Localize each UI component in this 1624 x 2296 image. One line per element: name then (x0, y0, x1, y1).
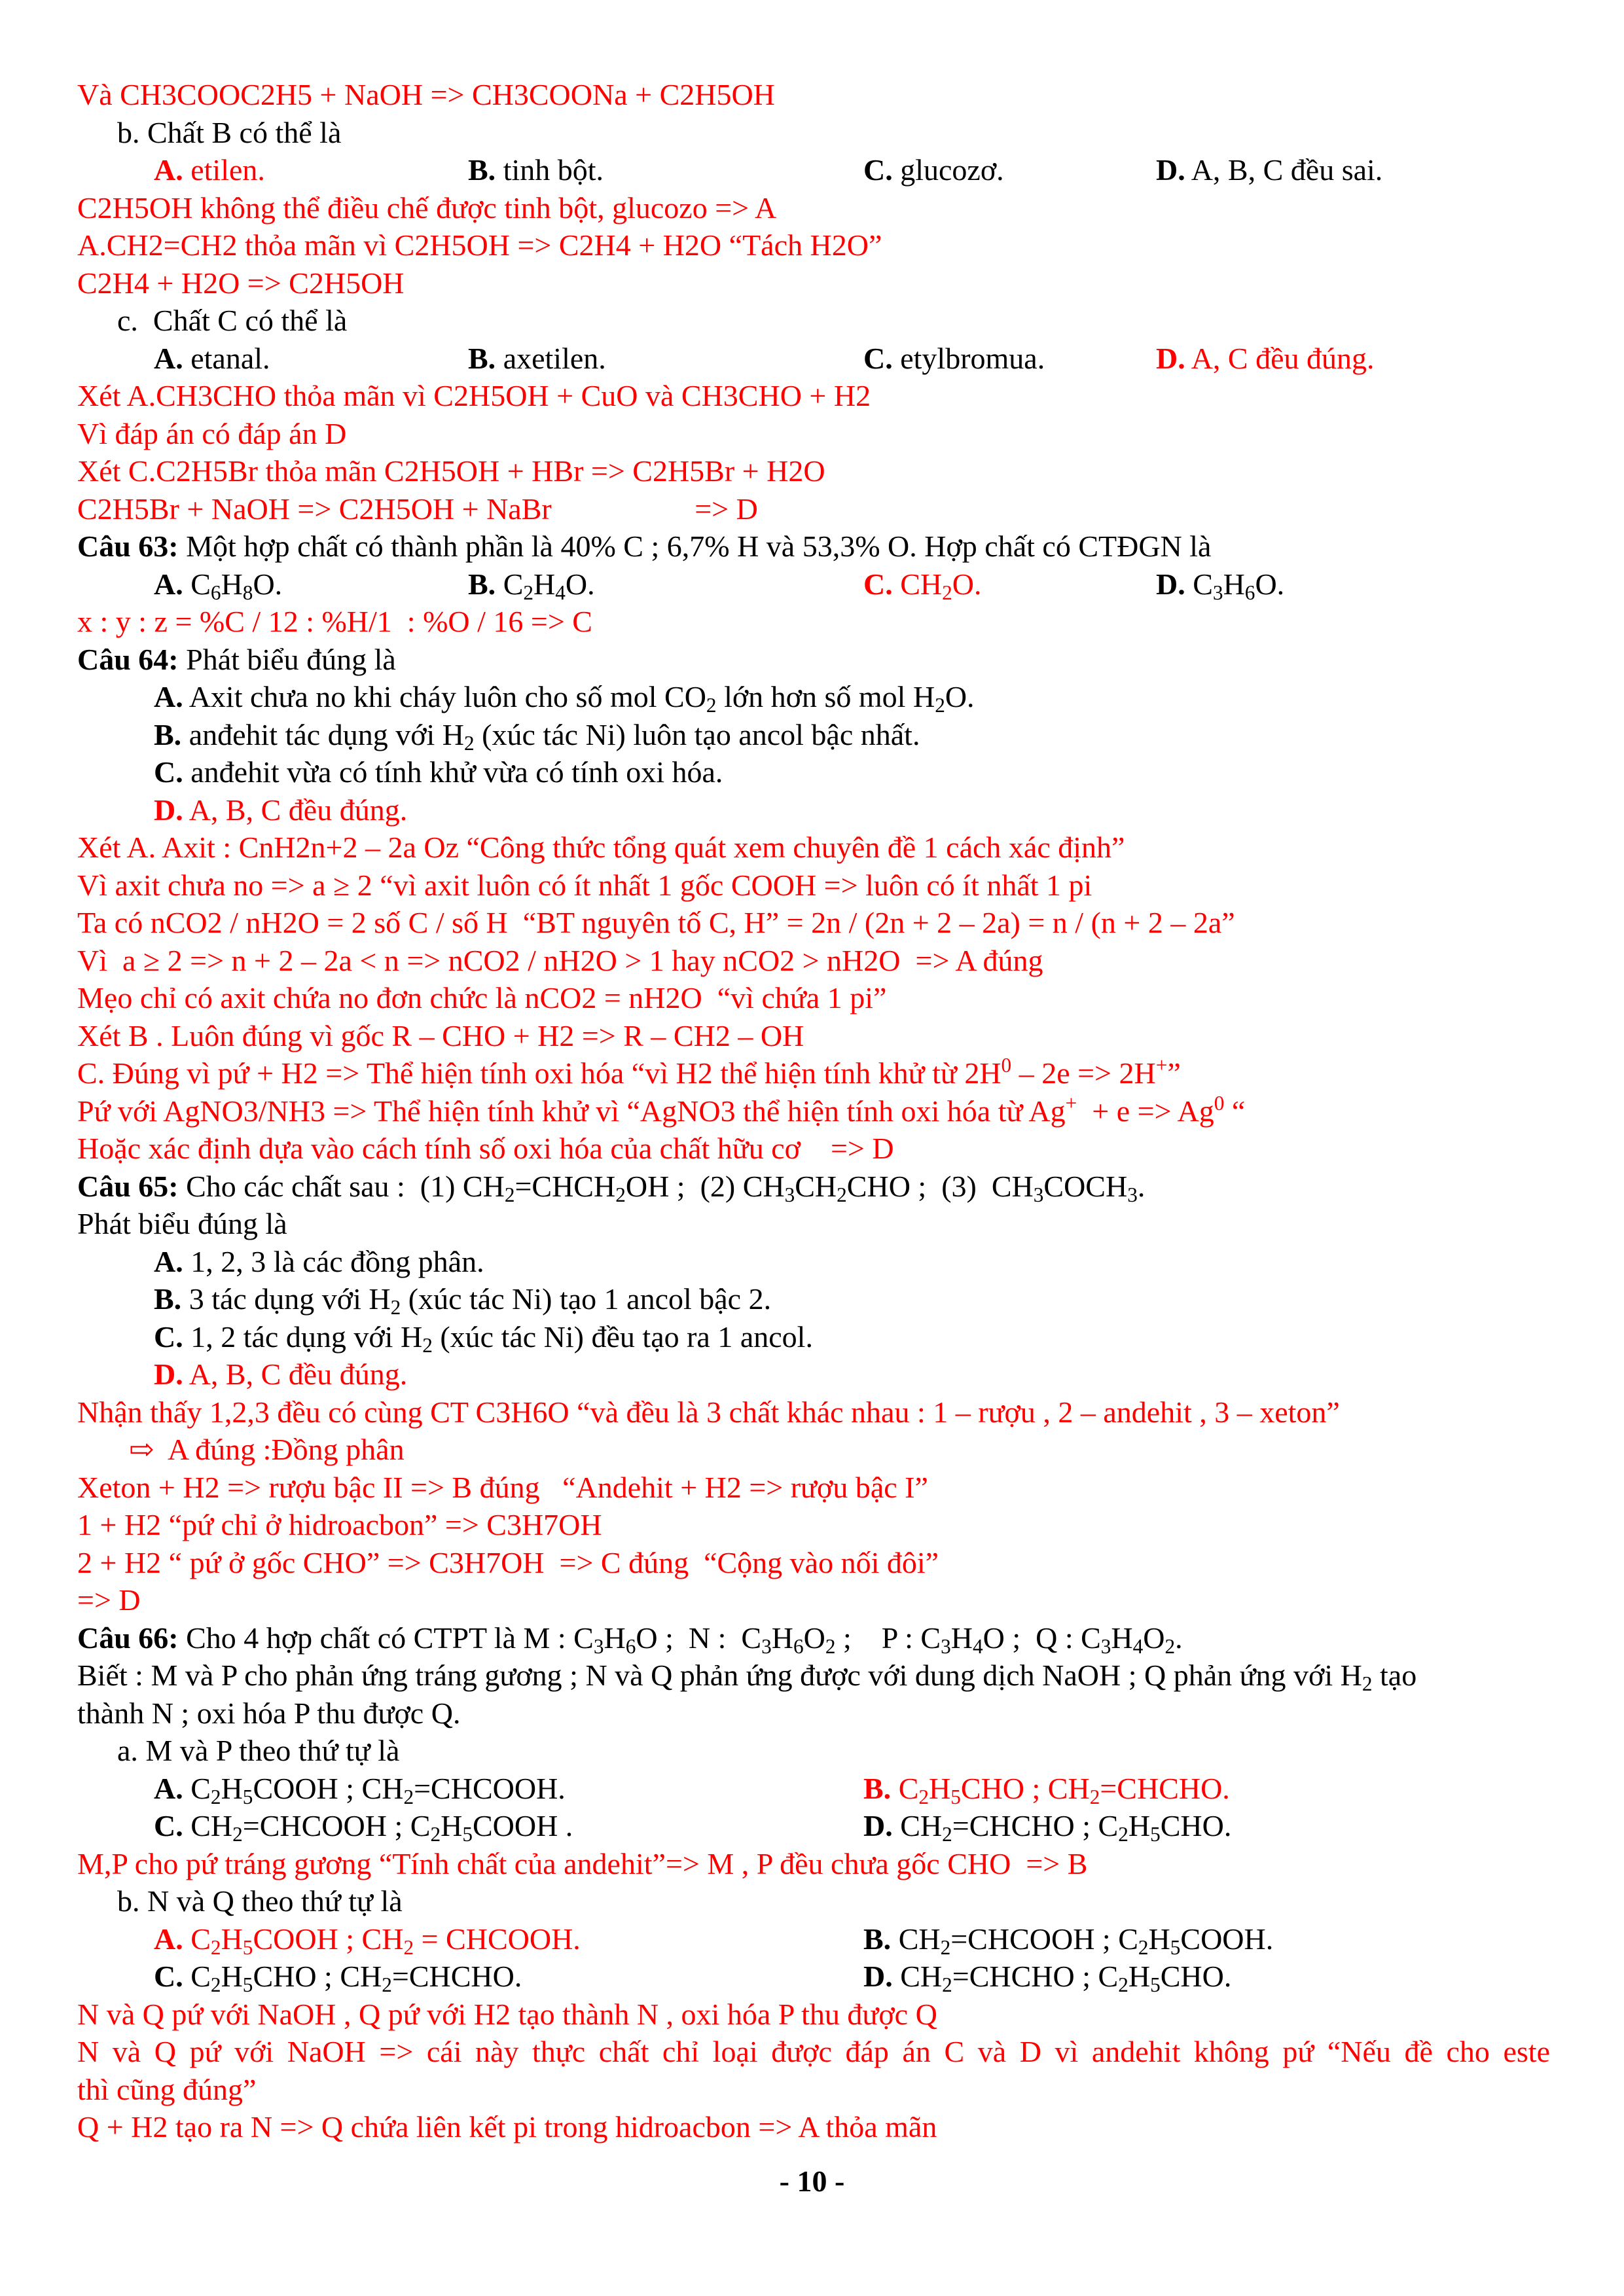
answer-option (468, 565, 595, 603)
text-line (77, 904, 1550, 942)
text-run: H (1128, 1809, 1151, 1842)
question-label: C. (863, 153, 893, 187)
answer-option (863, 1958, 1231, 1996)
subscript: 2 (1089, 1785, 1100, 1808)
answer-option (154, 565, 282, 603)
text-line (77, 1318, 1550, 1356)
subscript: 5 (242, 1935, 253, 1959)
text-run: (xúc tác Ni) tạo 1 ancol bậc 2. (401, 1282, 772, 1316)
subscript: 2 (1164, 1634, 1176, 1658)
text-run: H (221, 1922, 243, 1956)
text-run: H (604, 1621, 626, 1655)
text-run: A, B, C đều sai. (1185, 153, 1383, 187)
text-run: (xúc tác Ni) đều tạo ra 1 ancol. (432, 1319, 813, 1354)
text-run: O. (1255, 567, 1285, 601)
text-run: C (183, 1771, 211, 1805)
answer-option (154, 1770, 566, 1808)
text-run: CH (892, 1809, 943, 1842)
text-run: CH (892, 1960, 943, 1993)
question-label: B. (468, 567, 496, 601)
text-run: O ; N : C (636, 1621, 762, 1655)
text-run: H (1148, 1922, 1170, 1956)
question-label: B. (468, 341, 496, 375)
text-run: ” (1167, 1056, 1181, 1090)
subscript: 4 (972, 1634, 983, 1658)
text-run: H (1223, 567, 1245, 601)
subscript: 2 (942, 581, 952, 604)
answer-options-row (77, 1770, 1550, 1808)
text-run: axetilen. (496, 341, 606, 375)
answer-option (863, 1920, 1273, 1958)
text-run: O ; Q : C (983, 1621, 1101, 1655)
text-line (77, 76, 1550, 114)
subscript: 5 (462, 1822, 473, 1846)
question-label: A. (154, 680, 183, 713)
text-run: tạo (1372, 1659, 1417, 1692)
text-run: C. Đúng vì pứ + H2 => Thể hiện tính oxi hóa “vì H2 thể hiện tính khử từ 2H (77, 1056, 1001, 1090)
text-line (77, 1619, 1550, 1657)
text-line (77, 1243, 1550, 1281)
text-run: Phát biểu đúng là (77, 1207, 287, 1240)
text-run: H (771, 1621, 793, 1655)
text-run: C (183, 1922, 211, 1956)
text-run: Xét A. Axit : CnH2n+2 – 2a Oz “Công thức tổng quát xem chuyên đề 1 cách xác định” (77, 831, 1125, 864)
text-run: . (1175, 1621, 1183, 1655)
text-run: etilen. (183, 153, 265, 187)
text-run: Mẹo chỉ có axit chứa no đơn chức là nCO2 = nH2O “vì chứa 1 pi” (77, 981, 887, 1014)
text-run: Vì a ≥ 2 => n + 2 – 2a < n => nCO2 / nH2O > 1 hay nCO2 > nH2O => A đúng (77, 943, 1043, 977)
question-label: D. (154, 793, 183, 827)
subscript: 2 (1118, 1973, 1128, 1996)
superscript: 0 (1001, 1053, 1012, 1077)
text-line (77, 1205, 1550, 1243)
text-run: Cho các chất sau : (1) CH (178, 1169, 505, 1203)
superscript: + (1155, 1053, 1168, 1077)
subscript: 2 (1138, 1935, 1149, 1959)
subscript: 2 (210, 1973, 221, 1996)
answer-option (154, 340, 270, 378)
text-run: tinh bột. (496, 153, 604, 187)
question-label: Câu 66: (77, 1621, 179, 1655)
text-run: Vì axit chưa no => a ≥ 2 “vì axit luôn có ít nhất 1 gốc COOH => luôn có ít nhất 1 pi (77, 868, 1092, 902)
text-line (77, 2033, 1550, 2071)
text-line (77, 716, 1550, 754)
text-run: 1, 2 tác dụng với H (183, 1319, 423, 1354)
text-run: Ta có nCO2 / nH2O = 2 số C / số H “BT nguyên tố C, H” = 2n / (2n + 2 – 2a) = n / (n + 2 – 2a” (77, 906, 1235, 939)
text-run: Một hợp chất có thành phần là 40% C ; 6,7% H và 53,3% O. Hợp chất có CTĐGN là (178, 529, 1212, 563)
text-run: O. (253, 567, 283, 601)
subscript: 6 (210, 581, 221, 604)
text-line (77, 1845, 1550, 1883)
subscript: 4 (555, 581, 566, 604)
question-label: Câu 65: (77, 1169, 179, 1203)
text-run: b. Chất B có thể là (117, 115, 342, 149)
text-run: C2H5OH không thể điều chế được tinh bột, glucozo => A (77, 190, 777, 224)
text-run: C (183, 567, 211, 601)
question-label: A. (154, 153, 183, 187)
subscript: 6 (625, 1634, 636, 1658)
text-run: Xét B . Luôn đúng vì gốc R – CHO + H2 => R – CH2 – OH (77, 1018, 804, 1052)
question-label: D. (1156, 567, 1185, 601)
text-run: lớn hơn số mol H (716, 680, 935, 713)
text-line (77, 490, 1550, 528)
text-line (77, 1168, 1550, 1206)
text-run: etanal. (183, 341, 270, 375)
text-line (77, 678, 1550, 716)
question-label: A. (154, 1771, 183, 1805)
text-line (77, 1469, 1550, 1507)
text-run: H (950, 1621, 973, 1655)
text-line (77, 1657, 1550, 1695)
text-run: C (1185, 567, 1213, 601)
text-run: Xét C.C2H5Br thỏa mãn C2H5OH + HBr => C2H5Br + H2O (77, 454, 825, 488)
answer-option (1156, 151, 1382, 189)
question-label: Câu 64: (77, 642, 179, 676)
question-label: B. (154, 1282, 182, 1316)
question-label: A. (154, 567, 183, 601)
answer-option (154, 1920, 581, 1958)
text-run: H (533, 567, 556, 601)
text-run: Phát biểu đúng là (178, 642, 396, 676)
text-run: O (803, 1621, 825, 1655)
text-run: N và Q pứ với NaOH , Q pứ với H2 tạo thành N , oxi hóa P thu được Q (77, 1997, 937, 2031)
text-run: Cho 4 hợp chất có CTPT là M : C (178, 1621, 594, 1655)
answer-option (863, 1807, 1231, 1845)
subscript: 2 (1118, 1822, 1128, 1846)
text-run: =CHCOOH ; C (242, 1809, 431, 1842)
answer-options-row (77, 151, 1550, 189)
answer-options-row (77, 340, 1550, 378)
text-line (77, 1431, 1550, 1469)
text-run: H (929, 1771, 951, 1805)
text-run: Axit chưa no khi cháy luôn cho số mol CO (183, 680, 706, 713)
text-line (77, 1544, 1550, 1582)
text-run: = CHCOOH. (414, 1922, 581, 1956)
text-run: Xeton + H2 => rượu bậc II => B đúng “Andehit + H2 => rượu bậc I” (77, 1470, 928, 1504)
question-label: C. (863, 341, 893, 375)
text-run: c. Chất C có thể là (117, 304, 348, 337)
text-run: C2H5Br + NaOH => C2H5OH + NaBr => D (77, 492, 758, 526)
text-run: CH (795, 1169, 837, 1203)
text-run: CH (891, 1922, 941, 1956)
subscript: 8 (242, 581, 253, 604)
question-label: C. (154, 1960, 183, 1993)
question-label: B. (863, 1771, 892, 1805)
text-run: H (1111, 1621, 1133, 1655)
subscript: 2 (464, 731, 475, 755)
text-run: =CHCHO ; C (952, 1809, 1119, 1842)
text-run: Nhận thấy 1,2,3 đều có cùng CT C3H6O “và đều là 3 chất khác nhau : 1 – rượu , 2 – andehit , 3 – xeton” (77, 1395, 1340, 1429)
question-label: A. (154, 1244, 183, 1278)
subscript: 2 (940, 1935, 951, 1959)
text-run: CHO. (1160, 1960, 1232, 1993)
subscript: 2 (403, 1785, 414, 1808)
text-run: =CHCHO. (1100, 1771, 1230, 1805)
text-line (77, 942, 1550, 980)
document-body (77, 76, 1550, 2146)
subscript: 2 (403, 1935, 414, 1959)
text-line (77, 189, 1550, 227)
text-run: “ (1224, 1094, 1246, 1128)
text-run: CHO ; (3) CH (846, 1169, 1034, 1203)
question-label: D. (1156, 341, 1185, 375)
subscript: 2 (706, 693, 717, 717)
text-run: CHO. (1160, 1809, 1232, 1842)
text-line (77, 1393, 1550, 1431)
subscript: 2 (1362, 1672, 1373, 1695)
text-line (77, 1017, 1550, 1055)
question-label: C. (154, 1809, 183, 1842)
text-run: Q + H2 tạo ra N => Q chứa liên kết pi trong hidroacbon => A thỏa mãn (77, 2110, 937, 2144)
answer-option (154, 151, 265, 189)
subscript: 4 (1132, 1634, 1144, 1658)
text-line (77, 753, 1550, 791)
text-run: 1, 2, 3 là các đồng phân. (183, 1244, 484, 1278)
question-label: C. (154, 1319, 183, 1354)
subscript: 5 (242, 1785, 253, 1808)
text-line (77, 1280, 1550, 1318)
question-label: D. (1156, 153, 1185, 187)
text-run: A, B, C đều đúng. (183, 793, 408, 827)
text-line (77, 415, 1550, 453)
text-run: ; P : C (835, 1621, 941, 1655)
text-line (77, 1882, 1550, 1920)
text-run: Vì đáp án có đáp án D (77, 416, 347, 450)
subscript: 3 (941, 1634, 951, 1658)
text-line (77, 1581, 1550, 1619)
subscript: 2 (422, 1333, 433, 1357)
question-label: C. (154, 755, 183, 789)
text-run: anđehit tác dụng với H (181, 717, 465, 751)
text-run: b. N và Q theo thứ tự là (117, 1884, 403, 1918)
answer-options-row (77, 565, 1550, 603)
text-line (77, 377, 1550, 415)
text-run: CH (892, 567, 943, 601)
question-label: D. (154, 1357, 183, 1391)
text-run: 1 + H2 “pứ chỉ ở hidroacbon” => C3H7OH (77, 1508, 602, 1541)
text-run: Xét A.CH3CHO thỏa mãn vì C2H5OH + CuO và CH3CHO + H2 (77, 379, 871, 412)
text-line (77, 1732, 1550, 1770)
subscript: 2 (825, 1634, 836, 1658)
subscript: 2 (504, 1183, 515, 1206)
subscript: 3 (1127, 1183, 1138, 1206)
subscript: 2 (390, 1295, 401, 1319)
subscript: 5 (1150, 1973, 1161, 1996)
question-label: D. (863, 1809, 893, 1842)
text-run: x : y : z = %C / 12 : %H/1 : %O / 16 => C (77, 605, 592, 638)
subscript: 3 (1212, 581, 1223, 604)
subscript: 3 (1033, 1183, 1044, 1206)
question-label: A. (154, 1922, 183, 1956)
text-run: Pứ với AgNO3/NH3 => Thể hiện tính khử vì “AgNO3 thể hiện tính oxi hóa từ Ag (77, 1094, 1066, 1128)
text-run: Biết : M và P cho phản ứng tráng gương ; N và Q phản ứng được với dung dịch NaOH ; Q phản ứng với H (77, 1659, 1362, 1692)
text-run: =CHCOOH. (414, 1771, 566, 1805)
text-line (77, 1355, 1550, 1393)
subscript: 3 (784, 1183, 795, 1206)
question-label: D. (863, 1960, 893, 1993)
text-run: ⇨ A đúng :Đồng phân (129, 1433, 405, 1466)
text-run: C (496, 567, 524, 601)
text-run: H (1128, 1960, 1151, 1993)
text-run: O. (565, 567, 595, 601)
text-run: A.CH2=CH2 thỏa mãn vì C2H5OH => C2H4 + H2O “Tách H2O” (77, 228, 882, 262)
text-run: =CHCH (514, 1169, 616, 1203)
subscript: 2 (615, 1183, 626, 1206)
question-label: C. (863, 567, 893, 601)
text-run: N và Q pứ với NaOH => cái này thực chất chỉ loại được đáp án C và D vì andehit không pứ “Nếu đề cho este (77, 2035, 1550, 2068)
text-run: O (1143, 1621, 1165, 1655)
text-run: . (1137, 1169, 1146, 1203)
text-run: a. M và P theo thứ tự là (117, 1734, 400, 1767)
subscript: 5 (950, 1785, 961, 1808)
text-line (77, 264, 1550, 302)
answer-option (863, 565, 982, 603)
text-run: H (221, 1960, 243, 1993)
page-number: - 10 - (779, 2164, 845, 2198)
subscript: 6 (793, 1634, 804, 1658)
answer-options-row (77, 1807, 1550, 1845)
text-run: =CHCOOH ; C (950, 1922, 1138, 1956)
answer-option (863, 1770, 1230, 1808)
answer-option (468, 151, 604, 189)
text-line (77, 114, 1550, 152)
subscript: 2 (430, 1822, 441, 1846)
subscript: 5 (1170, 1935, 1181, 1959)
answer-option (154, 1807, 573, 1845)
text-line (77, 1996, 1550, 2034)
text-line (77, 528, 1550, 565)
superscript: + (1065, 1091, 1077, 1115)
text-line (77, 1054, 1550, 1092)
text-run: =CHCHO. (391, 1960, 522, 1993)
subscript: 2 (918, 1785, 929, 1808)
subscript: 5 (1150, 1822, 1161, 1846)
answer-option (1156, 565, 1284, 603)
text-run: COOH . (472, 1809, 573, 1842)
text-line (77, 1092, 1550, 1130)
text-run: H (221, 1771, 243, 1805)
text-run: COOH ; CH (253, 1771, 404, 1805)
subscript: 2 (232, 1822, 243, 1846)
text-run: C (183, 1960, 211, 1993)
text-run: CHO ; CH (960, 1771, 1090, 1805)
subscript: 5 (242, 1973, 253, 1996)
text-line (77, 791, 1550, 829)
text-line (77, 1695, 1550, 1732)
text-run: anđehit vừa có tính khử vừa có tính oxi hóa. (183, 755, 723, 789)
question-label: Câu 63: (77, 529, 179, 563)
text-run: 2 + H2 “ pứ ở gốc CHO” => C3H7OH => C đúng “Cộng vào nối đôi” (77, 1545, 939, 1579)
text-run: H (221, 567, 243, 601)
text-run: H (441, 1809, 463, 1842)
subscript: 2 (935, 693, 945, 717)
text-line (77, 452, 1550, 490)
text-run: C2H4 + H2O => C2H5OH (77, 266, 405, 300)
text-run: => D (77, 1583, 141, 1617)
text-line (77, 2108, 1550, 2146)
superscript: 0 (1214, 1091, 1225, 1115)
answer-options-row (77, 1958, 1550, 1996)
text-run: O. (952, 567, 982, 601)
subscript: 3 (1100, 1634, 1111, 1658)
text-run: COOH ; CH (253, 1922, 404, 1956)
subscript: 6 (1244, 581, 1255, 604)
text-line (77, 603, 1550, 641)
text-run: thì cũng đúng” (77, 2072, 257, 2106)
subscript: 2 (210, 1785, 221, 1808)
text-run: – 2e => 2H (1011, 1056, 1156, 1090)
text-run: =CHCHO ; C (952, 1960, 1119, 1993)
text-line (77, 979, 1550, 1017)
text-run: O. (945, 680, 975, 713)
text-run: M,P cho pứ tráng gương “Tính chất của andehit”=> M , P đều chưa gốc CHO => B (77, 1846, 1088, 1880)
text-run: Và CH3COOC2H5 + NaOH => CH3COONa + C2H5OH (77, 78, 775, 111)
question-label: B. (468, 153, 496, 187)
text-run: C (891, 1771, 919, 1805)
answer-option (468, 340, 606, 378)
text-run: 3 tác dụng với H (181, 1282, 391, 1316)
answer-option (863, 151, 1004, 189)
text-run: CH (183, 1809, 233, 1842)
text-run: (xúc tác Ni) luôn tạo ancol bậc nhất. (474, 717, 920, 751)
text-run: OH ; (2) CH (625, 1169, 785, 1203)
text-run: A, B, C đều đúng. (183, 1357, 408, 1391)
question-label: B. (154, 717, 182, 751)
answer-option (863, 340, 1045, 378)
text-line (77, 2071, 1550, 2109)
answer-option (1156, 340, 1375, 378)
text-line (77, 1506, 1550, 1544)
text-line (77, 867, 1550, 905)
question-label: B. (863, 1922, 892, 1956)
subscript: 2 (837, 1183, 847, 1206)
text-run: etylbromua. (892, 341, 1045, 375)
question-label: A. (154, 341, 183, 375)
text-run: glucozơ. (892, 153, 1004, 187)
subscript: 2 (523, 581, 534, 604)
subscript: 2 (942, 1822, 952, 1846)
text-run: Hoặc xác định dựa vào cách tính số oxi hóa của chất hữu cơ => D (77, 1132, 894, 1165)
subscript: 3 (593, 1634, 604, 1658)
text-run: A, C đều đúng. (1185, 341, 1375, 375)
text-line (77, 641, 1550, 679)
text-run: COOH. (1180, 1922, 1274, 1956)
subscript: 2 (942, 1973, 952, 1996)
subscript: 3 (761, 1634, 772, 1658)
subscript: 2 (382, 1973, 392, 1996)
text-line (77, 1130, 1550, 1168)
text-run: thành N ; oxi hóa P thu được Q. (77, 1696, 461, 1730)
text-line (77, 829, 1550, 867)
text-line (77, 302, 1550, 340)
subscript: 2 (210, 1935, 221, 1959)
answer-options-row (77, 1920, 1550, 1958)
text-line (77, 226, 1550, 264)
text-run: CHO ; CH (253, 1960, 382, 1993)
answer-option (154, 1958, 522, 1996)
text-run: COCH (1043, 1169, 1128, 1203)
text-run: + e => Ag (1077, 1094, 1214, 1128)
